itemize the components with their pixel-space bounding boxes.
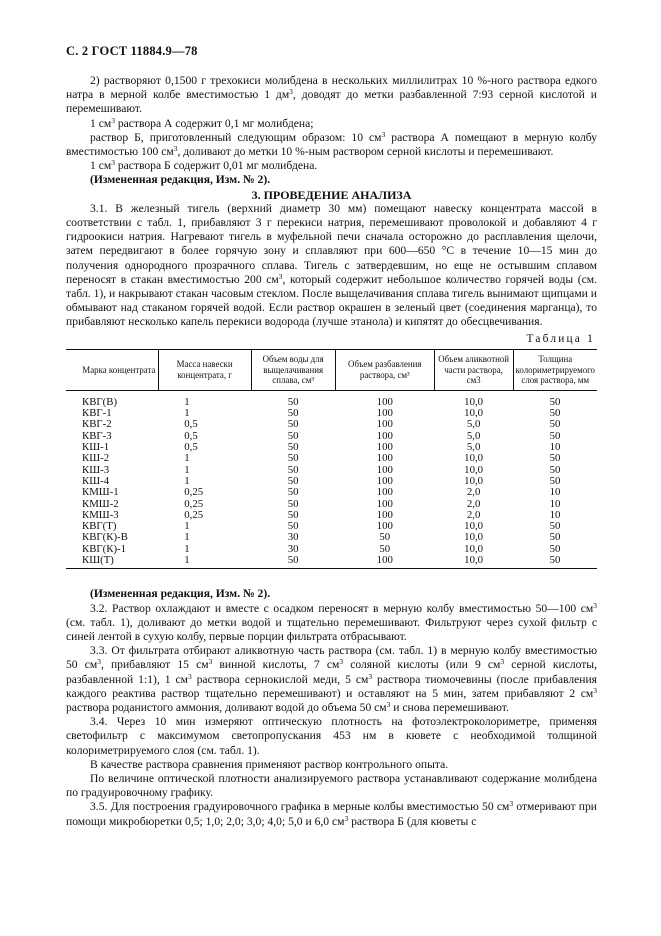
- table-cell: КМШ-3: [82, 508, 119, 521]
- table-cell: 50: [287, 395, 299, 408]
- table-cell: 50: [549, 452, 561, 465]
- table-cell: 50: [287, 508, 299, 521]
- paragraph-3-3: 3.3. От фильтрата отбирают аликвотную часть раствора (см. табл. 1) в мерную колбу вместимостью 50 $см^3$, прибавляют 15 $см^3$ винной кислоты, 7 $см^3$ соляной кислоты (или 9 $см^3$ серной кислоты, разбавленной 1:1), 1 $см^3$ раствора сернокислой меди, 5 $см^3$ раствора тиомочевины (после прибавления каждого реактива раствор тщательно перемешивают) и оставляют на 5 мин, затем прибавляют 2 $см^3$ раствора роданистого аммония, доливают водой до объема 50 $см^3$ и снова перемешивают.: [66, 644, 597, 714]
- table-cell: 1: [184, 474, 190, 487]
- table-cell: 1: [184, 452, 190, 465]
- column-header: Объем воды для выщелачивания сплава, см³: [251, 349, 335, 390]
- table-cell: 100: [376, 418, 393, 431]
- table-cell: КВГ-1: [82, 407, 112, 420]
- table-cell: 50: [549, 429, 561, 442]
- table-cell: 10,0: [464, 395, 484, 408]
- table-cell: 5,0: [466, 418, 481, 431]
- table-cell: КВГ(К)-В: [82, 531, 128, 544]
- column-header: Масса навески концентрата, г: [158, 349, 251, 390]
- table-column: [66, 390, 158, 568]
- table-cell: 5,0: [466, 429, 481, 442]
- table-cell: 100: [376, 429, 393, 442]
- table-cell: КВГ(В): [82, 395, 118, 408]
- table-cell: 1: [184, 463, 190, 476]
- table-column: [158, 390, 251, 568]
- table-cell: 10: [549, 497, 561, 510]
- table-cell: 1: [184, 542, 190, 555]
- table-cell: 50: [549, 395, 561, 408]
- table-column: [251, 390, 335, 568]
- table-cell: 10,0: [464, 520, 484, 533]
- table-cell: 100: [376, 497, 393, 510]
- table-cell: 50: [287, 441, 299, 454]
- table-cell: КВГ(К)-1: [82, 542, 127, 555]
- paragraph: По величине оптической плотности анализируемого раствора устанавливают содержание молибдена по градуировочному графику.: [66, 771, 597, 800]
- table-cell: 50: [287, 520, 299, 533]
- table-cell: КШ(Т): [82, 554, 114, 567]
- table-cell: 100: [376, 452, 393, 465]
- table-cell: 10: [549, 508, 561, 521]
- table-cell: 50: [287, 452, 299, 465]
- table-cell: 5,0: [466, 441, 481, 454]
- table-cell: 50: [287, 474, 299, 487]
- table-cell: 100: [376, 554, 393, 567]
- table-column: [335, 390, 434, 568]
- column-header: Объем аликвотной части раствора, см3: [434, 349, 513, 390]
- paragraph-3-5: 3.5. Для построения градуировочного графика в мерные колбы вместимостью 50 $см^3$ отмеривают при помощи микробюретки 0,5; 1,0; 2,0; 3,0; 4,0; 5,0 и 6,0 $см^3$ раствора Б (для кюветы с: [66, 799, 597, 828]
- edit-note: (Измененная редакция, Изм. № 2).: [90, 173, 271, 187]
- table-cell: КВГ(Т): [82, 520, 117, 533]
- table-cell: 100: [376, 508, 393, 521]
- table-cell: 50: [549, 474, 561, 487]
- paragraph: 1 $см^3$ раствора Б содержит 0,01 мг молибдена.: [90, 158, 318, 173]
- table-cell: 50: [379, 531, 391, 544]
- table-cell: 1: [184, 407, 190, 420]
- table-cell: 100: [376, 395, 393, 408]
- section-title: 3. ПРОВЕДЕНИЕ АНАЛИЗА: [251, 187, 412, 202]
- table-cell: 0,5: [184, 429, 198, 442]
- paragraph-3-1: 3.1. В железный тигель (верхний диаметр 30 мм) помещают навеску концентрата массой в соответствии с табл. 1, прибавляют 3 г перекиси натрия, перемешивают проволокой и добавляют 4 г гидроокиси натрия. Нагревают тигель в муфельной печи сначала осторожно до расплавления щелочи, затем передвигают в более горячую зону и сплавляют при 600—650 °С в течение 10—15 мин до получения однородного прозрачного сплава. Тигель с затвердевшим, но еще не остывшим сплавом переносят в стакан вместимостью 200 $см^3$, который содержит небольшое количество горячей воды (см. табл. 1), и накрывают стакан часовым стеклом. После выщелачивания сплава тигель вынимают щипцами и обмывают над стаканом горячей водой. Если раствор окрашен в зеленый цвет (соединения марганца), то прибавляют несколько капель перекиси водорода (лучше этанола) и кипятят до обесцвечивания.: [66, 201, 598, 329]
- column-header: Марка концентрата: [66, 349, 158, 390]
- table-cell: 0,5: [184, 441, 198, 454]
- table-cell: 50: [287, 429, 299, 442]
- table-column: [434, 390, 513, 568]
- table-cell: КМШ-2: [82, 497, 119, 510]
- table-cell: 10,0: [464, 463, 484, 476]
- table-cell: 1: [184, 395, 190, 408]
- paragraph-3-4: 3.4. Через 10 мин измеряют оптическую плотность на фотоэлектроколориметре, применяя светофильтр с максимумом светопропускания 453 нм в кювете с необходимой толщиной колориметрируемого слоя (см. табл. 1).: [66, 715, 597, 757]
- table-cell: КШ-3: [82, 463, 110, 476]
- table-cell: 10: [549, 441, 561, 454]
- table-cell: КВГ-2: [82, 418, 112, 431]
- table-cell: 10,0: [464, 531, 484, 544]
- paragraph-3-2: 3.2. Раствор охлаждают и вместе с осадком переносят в мерную колбу вместимостью 50—100 $см^3$ (см. табл. 1), доливают до метки водой и тщательно перемешивают. Фильтруют через сухой фильтр с синей лентой в сухую колбу, первые порции фильтрата отбрасывают.: [66, 600, 597, 643]
- table-cell: 50: [287, 497, 299, 510]
- table-cell: 10,0: [464, 452, 484, 465]
- table-cell: 10,0: [464, 407, 484, 420]
- table-cell: 50: [287, 407, 299, 420]
- table-cell: 0,5: [184, 418, 198, 431]
- table-cell: 1: [184, 520, 190, 533]
- table-cell: КМШ-1: [82, 486, 119, 499]
- paragraph: 2) растворяют 0,1500 г трехокиси молибдена в нескольких миллилитрах 10 %-ного раствора едкого натра в мерной колбе вместимостью 1 $дм^3$, доводят до метки разбавленной 7:93 серной кислотой и перемешивают.: [66, 74, 597, 116]
- table-cell: 50: [287, 463, 299, 476]
- table-cell: 50: [549, 418, 561, 431]
- table-cell: 50: [549, 520, 561, 533]
- table-cell: 50: [549, 407, 561, 420]
- table-cell: КШ-1: [82, 441, 110, 454]
- table-cell: 50: [549, 542, 561, 555]
- table-cell: 10,0: [464, 554, 484, 567]
- paragraph: 1 $см^3$ раствора А содержит 0,1 мг молибдена;: [90, 115, 314, 130]
- table-cell: 50: [549, 531, 561, 544]
- edit-note: (Измененная редакция, Изм. № 2).: [90, 587, 271, 601]
- table-cell: 30: [287, 531, 299, 544]
- table-cell: 50: [287, 486, 299, 499]
- table-cell: 100: [376, 407, 393, 420]
- table-cell: 100: [376, 486, 393, 499]
- table-cell: 100: [376, 463, 393, 476]
- table-cell: 2,0: [466, 486, 481, 499]
- table-cell: 2,0: [466, 497, 481, 510]
- table-cell: 50: [287, 418, 299, 431]
- column-header: Толщина колориметрируемого слоя раствора, мм: [513, 349, 597, 390]
- table-cell: 10: [549, 486, 561, 499]
- paragraph: В качестве раствора сравнения применяют раствор контрольного опыта.: [90, 757, 449, 771]
- paragraph: раствор Б, приготовленный следующим образом: 10 $см^3$ раствора А помещают в мерную колбу вместимостью 100 $см^3$, доливают до метки 10 %-ным раствором серной кислоты и перемешивают.: [66, 129, 597, 159]
- table-header-row: [66, 349, 597, 390]
- table-1: [66, 349, 597, 569]
- table-cell: 0,25: [184, 497, 204, 510]
- table-cell: 50: [379, 542, 391, 555]
- table-cell: 100: [376, 441, 393, 454]
- table-cell: 50: [287, 554, 299, 567]
- table-cell: 50: [549, 463, 561, 476]
- table-body-row: [66, 390, 597, 568]
- table-column: [513, 390, 597, 568]
- table-cell: КВГ-3: [82, 429, 112, 442]
- table-cell: 2,0: [466, 508, 481, 521]
- table-cell: 50: [549, 554, 561, 567]
- body-text: [66, 74, 597, 829]
- table-cell: 0,25: [184, 486, 204, 499]
- table-cell: 1: [184, 531, 190, 544]
- page-header: С. 2 ГОСТ 11884.9—78: [66, 44, 198, 58]
- table-cell: КШ-4: [82, 474, 110, 487]
- table-cell: 10,0: [464, 474, 484, 487]
- table-cell: 0,25: [184, 508, 204, 521]
- table-cell: 10,0: [464, 542, 484, 555]
- table-cell: КШ-2: [82, 452, 110, 465]
- table-cell: 100: [376, 520, 393, 533]
- table-caption: Таблица 1: [526, 332, 595, 345]
- table-cell: 30: [287, 542, 299, 555]
- column-header: Объем разбавления раствора, см³: [335, 349, 434, 390]
- table-cell: 100: [376, 474, 393, 487]
- table-cell: 1: [184, 554, 190, 567]
